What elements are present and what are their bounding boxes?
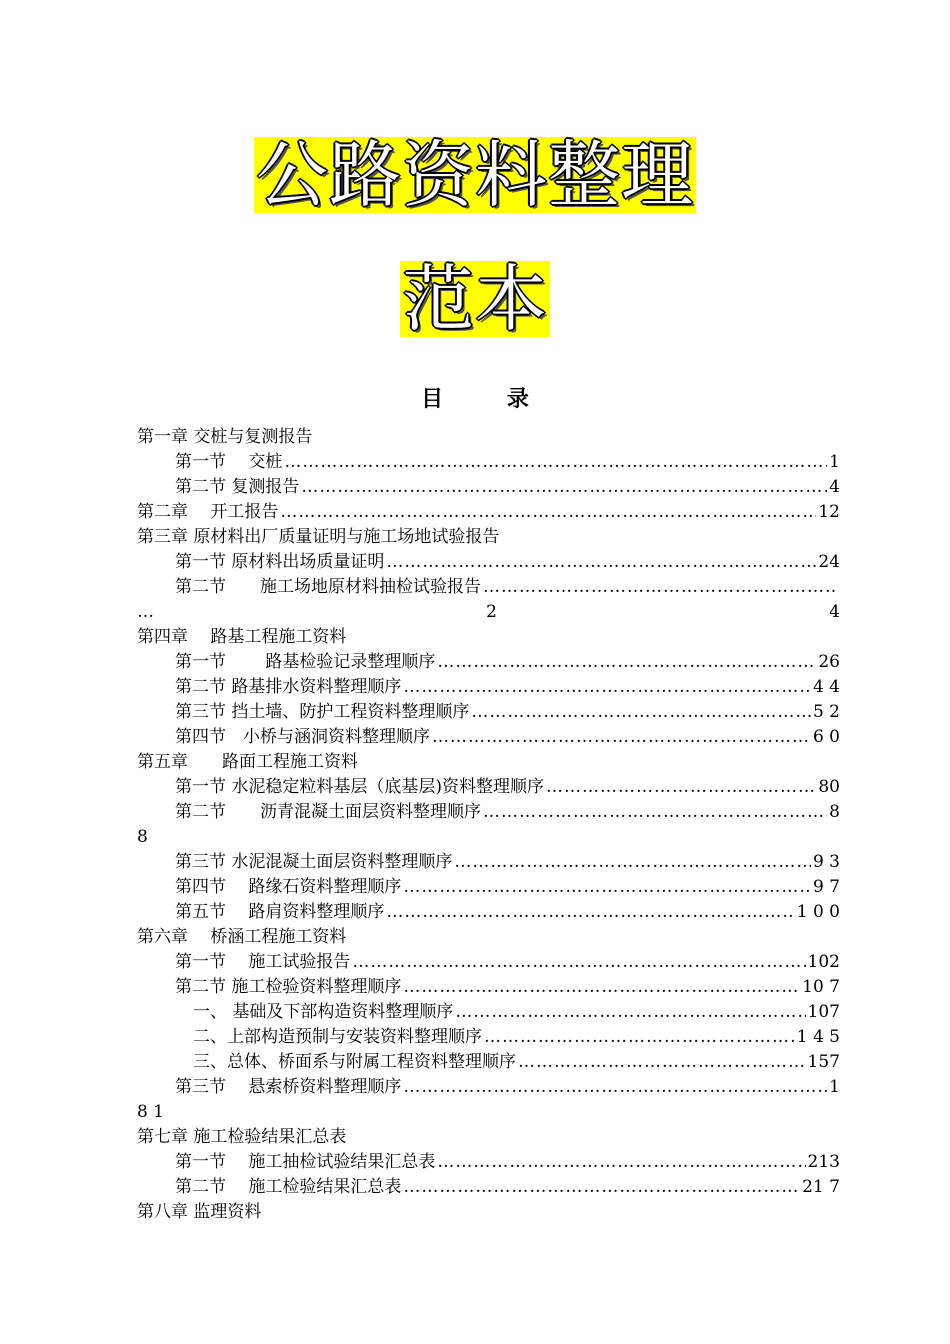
- toc-entry-label: 第四节 路缘石资料整理顺序: [175, 877, 402, 897]
- toc-entry-label: 第三章 原材料出厂质量证明与施工场地试验报告: [137, 527, 500, 547]
- toc-dot-leader: [518, 1051, 806, 1073]
- toc-entry-label: 第一节 路基检验记录整理顺序: [175, 652, 436, 672]
- toc-dot-leader: [454, 851, 811, 873]
- toc-page-number: 1 4 5: [796, 1027, 840, 1047]
- toc-dot-leader: [483, 576, 838, 598]
- toc-entry-label: 第二节 施工检验结果汇总表: [175, 1177, 402, 1197]
- toc-dot-leader: [471, 701, 811, 723]
- toc-dot-leader: [403, 976, 800, 998]
- toc-section-entry: [137, 873, 840, 898]
- toc-section-entry: [137, 1048, 840, 1073]
- toc-continuation-left: 8 1: [137, 1102, 165, 1122]
- toc-entry-label: 三、总体、桥面系与附属工程资料整理顺序: [193, 1052, 516, 1072]
- toc-dot-leader: [455, 1001, 805, 1023]
- toc-page-number: 4 4: [812, 677, 840, 697]
- document-title-line-1: 公路资料整理: [255, 133, 694, 217]
- toc-chapter-entry: [137, 748, 840, 773]
- toc-page-number: 12: [818, 502, 840, 522]
- toc-page-number: 1 0 0: [796, 902, 840, 922]
- toc-dot-leader: [484, 1026, 795, 1048]
- toc-continuation-page-digit: 4: [829, 602, 840, 622]
- toc-page-number: 80: [818, 777, 840, 797]
- toc-entry-label: 第一章 交桩与复测报告: [137, 427, 313, 447]
- toc-dot-leader: [386, 551, 816, 573]
- toc-dot-leader: [284, 451, 827, 473]
- toc-page-number: 21 7: [802, 1177, 840, 1197]
- table-of-contents: [137, 423, 840, 1223]
- toc-section-entry: [137, 448, 840, 473]
- toc-entry-label: 第八章 监理资料: [137, 1202, 262, 1222]
- toc-entry-label: 第一节 交桩: [175, 452, 283, 472]
- toc-section-entry: [137, 723, 840, 748]
- toc-page-number: 1: [829, 1077, 840, 1097]
- document-title-line-2: 范本: [401, 257, 548, 341]
- toc-section-entry: [137, 1173, 840, 1198]
- toc-section-entry: [137, 1023, 840, 1048]
- toc-dot-leader: [386, 901, 794, 923]
- toc-section-entry: [137, 898, 840, 923]
- toc-entry-label: 第三节 悬索桥资料整理顺序: [175, 1077, 402, 1097]
- toc-entry-continuation: [137, 823, 840, 848]
- toc-dot-leader: [546, 776, 816, 798]
- toc-chapter-entry: [137, 1123, 840, 1148]
- toc-continuation-left: …: [137, 602, 154, 622]
- toc-entry-label: 第一节 施工抽检试验结果汇总表: [175, 1152, 436, 1172]
- toc-dot-leader: [432, 726, 811, 748]
- toc-heading: 目 录: [421, 387, 557, 412]
- toc-section-entry: [137, 473, 840, 498]
- toc-chapter-entry: [137, 923, 840, 948]
- title-line-1-block: [0, 133, 950, 217]
- toc-dot-leader: [403, 1176, 800, 1198]
- toc-page-number: 8: [829, 802, 840, 822]
- toc-section-entry: [137, 673, 840, 698]
- toc-dot-leader: [483, 801, 827, 823]
- toc-page-number: 9 3: [812, 852, 840, 872]
- toc-section-entry: [137, 798, 840, 823]
- toc-section-entry: [137, 1148, 840, 1173]
- toc-section-entry: [137, 848, 840, 873]
- toc-dot-leader: [403, 676, 811, 698]
- toc-continuation-page-digit: 2: [486, 602, 497, 622]
- toc-entry-label: 第二章 开工报告: [137, 502, 279, 522]
- toc-entry-label: 第一节 水泥稳定粒料基层（底基层)资料整理顺序: [175, 777, 545, 797]
- toc-dot-leader: [437, 1151, 805, 1173]
- toc-entry-label: 第五章 路面工程施工资料: [137, 752, 358, 772]
- toc-section-entry: [137, 1073, 840, 1098]
- toc-dot-leader: [280, 501, 816, 523]
- toc-dot-leader: [403, 876, 811, 898]
- toc-page-number: 107: [807, 1002, 840, 1022]
- toc-section-entry: [137, 548, 840, 573]
- toc-section-entry: [137, 948, 840, 973]
- toc-chapter-entry: [137, 623, 840, 648]
- title-line-2-block: [0, 257, 950, 341]
- toc-page-number: 26: [818, 652, 840, 672]
- toc-dot-leader: [352, 951, 805, 973]
- toc-entry-label: 第五节 路肩资料整理顺序: [175, 902, 385, 922]
- toc-dot-leader: [301, 476, 827, 498]
- toc-page-number: 213: [807, 1152, 840, 1172]
- toc-continuation-left: 8: [137, 827, 148, 847]
- toc-page-number: 5 2: [812, 702, 840, 722]
- toc-page-number: 9 7: [812, 877, 840, 897]
- toc-page-number: 102: [807, 952, 840, 972]
- toc-entry-label: 第三节 水泥混凝土面层资料整理顺序: [175, 852, 453, 872]
- toc-entry-label: 第一节 施工试验报告: [175, 952, 351, 972]
- toc-entry-continuation: [137, 1098, 840, 1123]
- toc-entry-label: 第二节 施工场地原材料抽检试验报告: [175, 577, 481, 597]
- toc-entry-label: 第六章 桥涵工程施工资料: [137, 927, 347, 947]
- toc-entry-label: 第四节 小桥与涵洞资料整理顺序: [175, 727, 430, 747]
- toc-section-entry: [137, 773, 840, 798]
- toc-section-entry: [137, 998, 840, 1023]
- toc-entry-label: 第三节 挡土墙、防护工程资料整理顺序: [175, 702, 470, 722]
- toc-page-number: 10 7: [802, 977, 840, 997]
- toc-entry-label: 第七章 施工检验结果汇总表: [137, 1127, 347, 1147]
- toc-entry-label: 第二节 复测报告: [175, 477, 300, 497]
- toc-entry-label: 二、上部构造预制与安装资料整理顺序: [193, 1027, 482, 1047]
- toc-page-number: 4: [829, 477, 840, 497]
- toc-entry-label: 第四章 路基工程施工资料: [137, 627, 347, 647]
- toc-section-entry: [137, 573, 840, 598]
- toc-chapter-entry: [137, 423, 840, 448]
- toc-entry-label: 第二节 施工检验资料整理顺序: [175, 977, 402, 997]
- toc-entry-continuation: [137, 598, 840, 623]
- toc-entry-label: 第一节 原材料出场质量证明: [175, 552, 385, 572]
- toc-section-entry: [137, 698, 840, 723]
- toc-section-entry: [137, 973, 840, 998]
- toc-dot-leader: [437, 651, 816, 673]
- toc-chapter-entry: [137, 1198, 840, 1223]
- toc-section-entry: [137, 648, 840, 673]
- toc-page-number: 24: [818, 552, 840, 572]
- toc-entry-label: 第二节 沥青混凝土面层资料整理顺序: [175, 802, 481, 822]
- toc-page-number: 6 0: [812, 727, 840, 747]
- toc-chapter-entry: [137, 523, 840, 548]
- toc-page-number: 1: [829, 452, 840, 472]
- toc-entry-label: 一、 基础及下部构造资料整理顺序: [193, 1002, 454, 1022]
- toc-entry-label: 第二节 路基排水资料整理顺序: [175, 677, 402, 697]
- toc-dot-leader: [403, 1076, 827, 1098]
- toc-page-number: 157: [807, 1052, 840, 1072]
- toc-chapter-entry: [137, 498, 840, 523]
